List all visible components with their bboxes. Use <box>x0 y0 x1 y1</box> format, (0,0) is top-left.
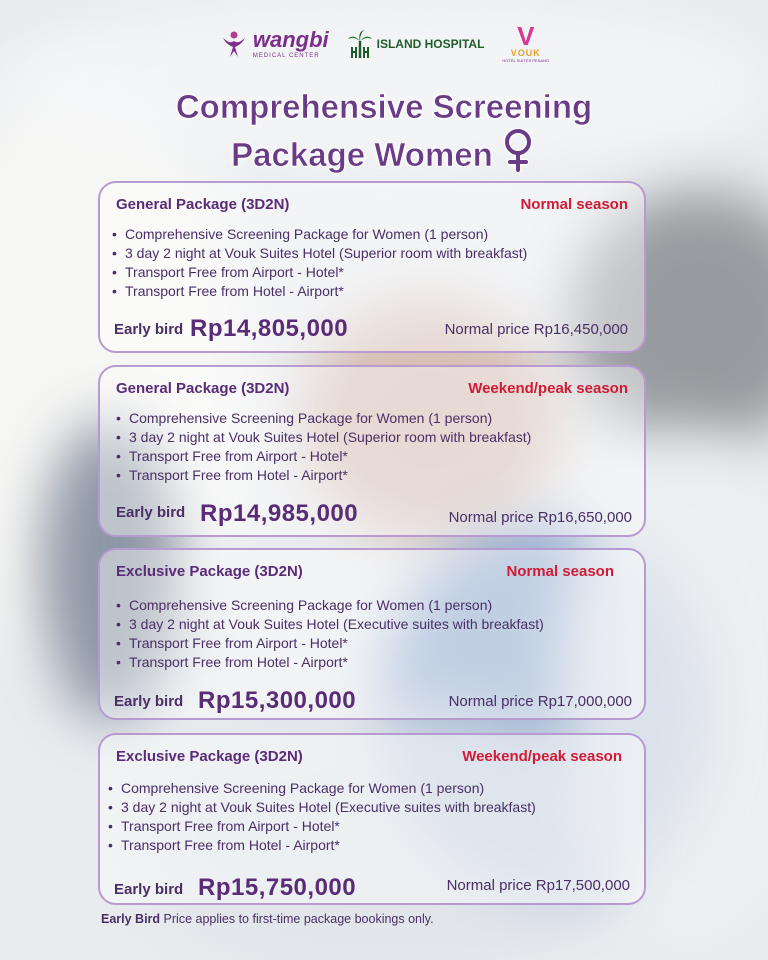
feature-item: • Transport Free from Airport - Hotel* <box>112 447 531 466</box>
vouk-name: VOUK <box>510 48 541 59</box>
season-label: Normal season <box>506 563 614 580</box>
feature-item: • Transport Free from Hotel - Airport* <box>112 653 544 672</box>
package-card <box>98 733 646 905</box>
feature-item: • Comprehensive Screening Package for Women (1 person) <box>108 225 527 244</box>
early-bird-label: Early bird <box>114 881 184 898</box>
island-hospital-logo <box>347 29 485 59</box>
early-bird-label: Early bird <box>114 321 184 338</box>
wangbi-subtitle: MEDICAL CENTER <box>252 53 320 59</box>
title-line-1: Comprehensive Screening <box>175 88 593 125</box>
wangbi-figure-icon <box>219 29 249 59</box>
early-bird-price: Rp15,750,000 <box>198 874 357 901</box>
partner-logos <box>0 18 768 70</box>
feature-item: • 3 day 2 night at Vouk Suites Hotel (Executive suites with breakfast) <box>104 798 536 817</box>
island-hospital-name: ISLAND HOSPITAL <box>376 37 485 51</box>
package-card <box>98 181 646 353</box>
package-name: General Package (3D2N) <box>116 196 290 213</box>
feature-item: • Transport Free from Hotel - Airport* <box>108 282 527 301</box>
early-bird-price: Rp15,300,000 <box>198 687 357 714</box>
feature-item: • 3 day 2 night at Vouk Suites Hotel (Superior room with breakfast) <box>112 428 531 447</box>
wangbi-logo <box>219 29 329 59</box>
package-features <box>104 779 536 855</box>
package-features <box>112 596 544 672</box>
season-label: Weekend/peak season <box>462 748 622 765</box>
package-name: Exclusive Package (3D2N) <box>116 563 303 580</box>
early-bird-price: Rp14,985,000 <box>200 500 359 527</box>
normal-price: Normal price Rp17,500,000 <box>446 877 630 894</box>
feature-item: • Comprehensive Screening Package for Women (1 person) <box>112 596 544 615</box>
normal-price: Normal price Rp16,650,000 <box>448 509 632 526</box>
package-card <box>98 548 646 720</box>
vouk-subtitle: HOTEL SUITES PENANG <box>502 58 550 64</box>
package-name: Exclusive Package (3D2N) <box>116 748 303 765</box>
normal-price: Normal price Rp16,450,000 <box>444 321 628 338</box>
feature-item: • Comprehensive Screening Package for Women (1 person) <box>112 409 531 428</box>
page-title <box>0 86 768 176</box>
normal-price: Normal price Rp17,000,000 <box>448 693 632 710</box>
feature-item: • Comprehensive Screening Package for Women (1 person) <box>104 779 536 798</box>
early-bird-label: Early bird <box>116 504 186 521</box>
feature-item: • Transport Free from Airport - Hotel* <box>112 634 544 653</box>
feature-item: • Transport Free from Airport - Hotel* <box>104 817 536 836</box>
wangbi-name: wangbi <box>252 27 329 52</box>
footnote <box>101 912 434 926</box>
feature-item: • Transport Free from Airport - Hotel* <box>108 263 527 282</box>
package-features <box>112 409 531 485</box>
female-symbol-icon <box>499 128 537 172</box>
package-name: General Package (3D2N) <box>116 380 290 397</box>
early-bird-price: Rp14,805,000 <box>190 315 349 342</box>
palm-tree-icon <box>347 29 373 59</box>
feature-item: • 3 day 2 night at Vouk Suites Hotel (Executive suites with breakfast) <box>112 615 544 634</box>
package-card <box>98 365 646 537</box>
season-label: Weekend/peak season <box>468 380 628 397</box>
early-bird-label: Early bird <box>114 693 184 710</box>
season-label: Normal season <box>520 196 628 213</box>
feature-item: • Transport Free from Hotel - Airport* <box>112 466 531 485</box>
vouk-letter: V <box>517 20 535 51</box>
feature-item: • 3 day 2 night at Vouk Suites Hotel (Superior room with breakfast) <box>108 244 527 263</box>
footnote-text: Price applies to first-time package bookings only. <box>160 912 434 926</box>
footnote-bold: Early Bird <box>101 912 161 926</box>
vouk-logo <box>502 20 550 64</box>
package-features <box>108 225 527 301</box>
feature-item: • Transport Free from Hotel - Airport* <box>104 836 536 855</box>
title-line-2: Package Women <box>231 136 493 173</box>
